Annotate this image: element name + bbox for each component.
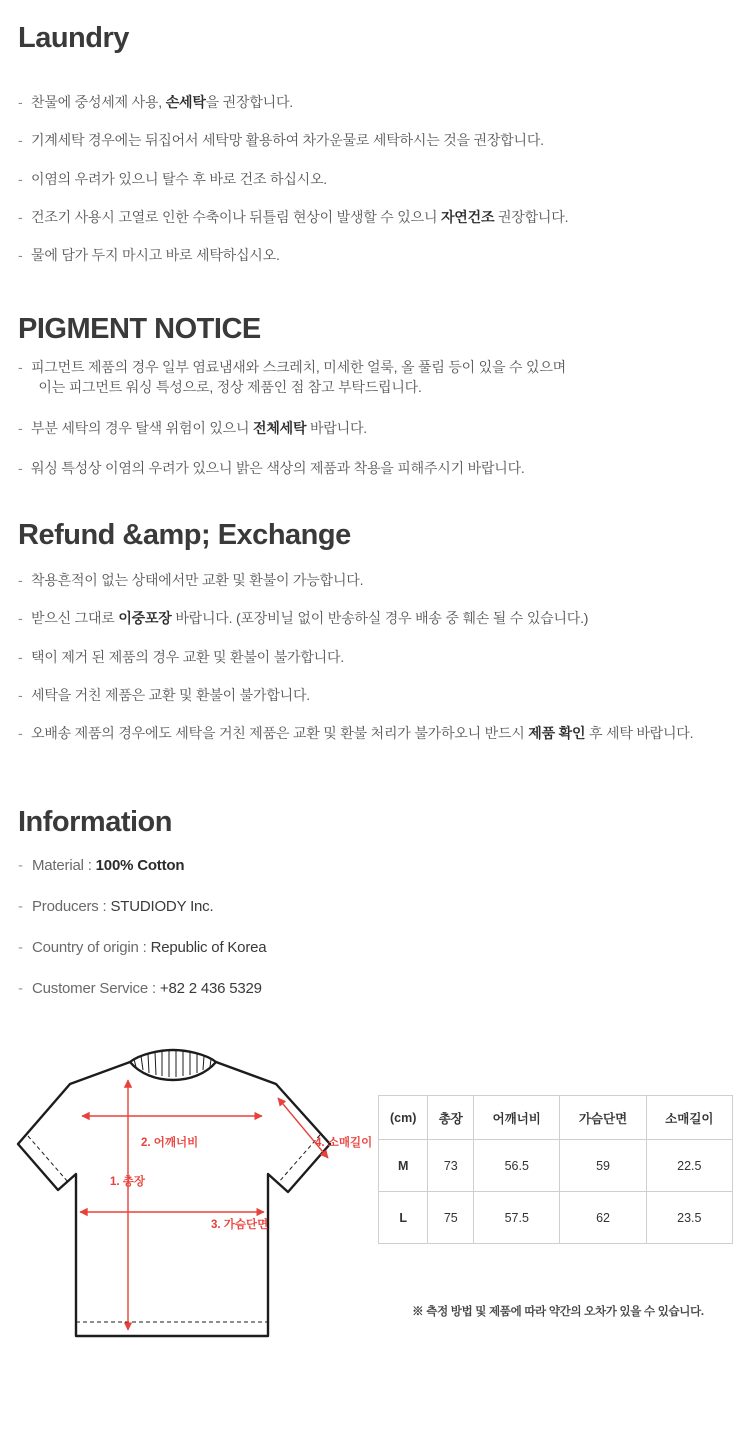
size-table-body: [379, 1140, 733, 1244]
information-list-item: - Country of origin : Republic of Korea: [18, 937, 518, 958]
refund-list: [18, 570, 733, 761]
size-table-cell: 62: [560, 1192, 646, 1244]
information-list-item: - Customer Service : +82 2 436 5329: [18, 978, 518, 999]
size-table-cell: 73: [428, 1140, 474, 1192]
pigment-section-title: PIGMENT NOTICE: [18, 313, 261, 345]
measure-label-chest: 3. 가슴단면: [211, 1219, 269, 1231]
measure-label-sleeve: 4. 소매길이: [315, 1137, 373, 1149]
size-table-cell: L: [379, 1192, 428, 1244]
information-section-title: Information: [18, 806, 172, 838]
pigment-list: [18, 357, 718, 498]
information-list-item: - Material : 100% Cotton: [18, 855, 518, 876]
information-list: [18, 855, 518, 1019]
laundry-list-item: - 건조기 사용시 고열로 인한 수축이나 뒤틀림 현상이 발생할 수 있으니 자연건조 권장합니다.: [18, 207, 718, 227]
tshirt-diagram: [10, 1040, 373, 1360]
pigment-list-item: - 피그먼트 제품의 경우 일부 염료냄새와 스크레치, 미세한 얼룩, 올 풀림 등이 있을 수 있으며 이는 피그먼트 워싱 특성으로, 정상 제품인 점 참고 부탁드립니다.: [18, 357, 718, 398]
refund-list-item: - 세탁을 거친 제품은 교환 및 환불이 불가합니다.: [18, 685, 733, 705]
measure-label-shoulder: 2. 어깨너비: [141, 1137, 199, 1149]
refund-list-item: - 택이 제거 된 제품의 경우 교환 및 환불이 불가합니다.: [18, 647, 733, 667]
size-table: [378, 1095, 733, 1244]
refund-section-title: Refund &amp; Exchange: [18, 519, 351, 551]
laundry-list-item: - 물에 담가 두지 마시고 바로 세탁하십시오.: [18, 245, 718, 265]
size-table-cell: 56.5: [474, 1140, 560, 1192]
size-table-cell: 59: [560, 1140, 646, 1192]
size-table-header-cell: 총장: [428, 1096, 474, 1140]
size-table-note: ※ 측정 방법 및 제품에 따라 약간의 오차가 있을 수 있습니다.: [412, 1306, 704, 1318]
size-table-header-cell: (cm): [379, 1096, 428, 1140]
tshirt-illustration-svg: [10, 1040, 360, 1360]
refund-list-item: - 받으신 그대로 이중포장 바랍니다. (포장비닐 없이 반송하실 경우 배송 중 훼손 될 수 있습니다.): [18, 608, 733, 628]
laundry-list: [18, 92, 718, 283]
refund-list-item: - 착용흔적이 없는 상태에서만 교환 및 환불이 가능합니다.: [18, 570, 733, 590]
size-table-cell: 75: [428, 1192, 474, 1244]
laundry-list-item: - 찬물에 중성세제 사용, 손세탁을 권장합니다.: [18, 92, 718, 112]
size-table-cell: M: [379, 1140, 428, 1192]
size-table-header-row: [379, 1096, 733, 1140]
measure-label-length: 1. 총장: [110, 1176, 146, 1188]
size-table-header-cell: 소매길이: [646, 1096, 732, 1140]
information-list-item: - Producers : STUDIODY Inc.: [18, 896, 518, 917]
laundry-section-title: Laundry: [18, 22, 129, 54]
size-chart-area: [0, 1035, 750, 1365]
laundry-list-item: - 기계세탁 경우에는 뒤집어서 세탁망 활용하여 차가운물로 세탁하시는 것을 권장합니다.: [18, 130, 718, 150]
pigment-list-item: - 워싱 특성상 이염의 우려가 있으니 밝은 색상의 제품과 착용을 피해주시기 바랍니다.: [18, 458, 718, 478]
size-table-cell: 23.5: [646, 1192, 732, 1244]
size-table-wrapper: [378, 1095, 733, 1244]
laundry-list-item: - 이염의 우려가 있으니 탈수 후 바로 건조 하십시오.: [18, 169, 718, 189]
size-table-row: [379, 1192, 733, 1244]
refund-list-item: - 오배송 제품의 경우에도 세탁을 거친 제품은 교환 및 환불 처리가 불가하오니 반드시 제품 확인 후 세탁 바랍니다.: [18, 723, 733, 743]
size-table-header-cell: 어깨너비: [474, 1096, 560, 1140]
size-table-row: [379, 1140, 733, 1192]
size-table-cell: 57.5: [474, 1192, 560, 1244]
size-table-header-cell: 가슴단면: [560, 1096, 646, 1140]
pigment-list-item: - 부분 세탁의 경우 탈색 위험이 있으니 전체세탁 바랍니다.: [18, 418, 718, 438]
size-table-cell: 22.5: [646, 1140, 732, 1192]
